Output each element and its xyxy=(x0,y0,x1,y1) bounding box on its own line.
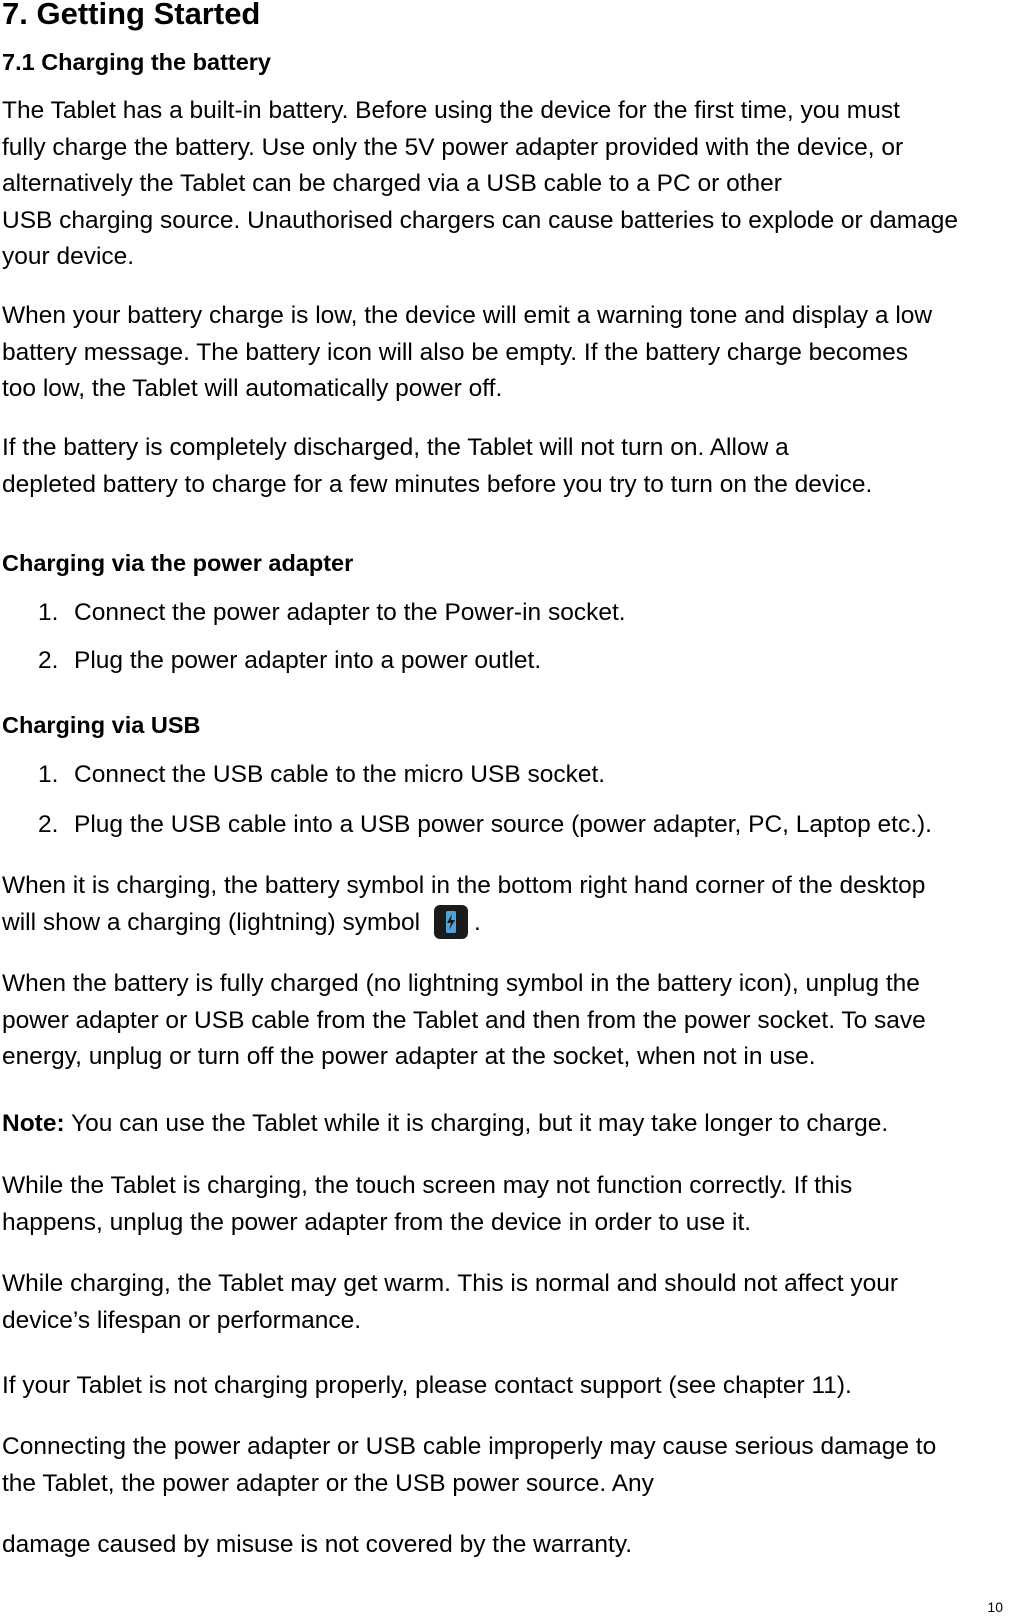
text-line: energy, unplug or turn off the power adapter at the socket, when not in use. xyxy=(2,1043,816,1070)
text-segment: . xyxy=(474,908,481,936)
text-line: If your Tablet is not charging properly, please contact support (see chapter 11). xyxy=(2,1372,852,1399)
list-text: Connect the power adapter to the Power-in socket. xyxy=(74,599,626,626)
list-item xyxy=(38,646,541,676)
full-charge-paragraph xyxy=(2,966,926,1076)
text-line: If the battery is completely discharged, the Tablet will not turn on. Allow a xyxy=(2,434,789,461)
list-text: Plug the power adapter into a power outlet. xyxy=(74,647,542,674)
text-line: fully charge the battery. Use only the 5V power adapter provided with the device, or xyxy=(2,133,904,161)
page-number: 10 xyxy=(987,1599,1003,1615)
text-line: The Tablet has a built-in battery. Before using the device for the first time, you must xyxy=(2,97,900,124)
list-number: 1. xyxy=(38,761,59,788)
text-line: alternatively the Tablet can be charged via a USB cable to a PC or other xyxy=(2,170,782,197)
low-battery-paragraph xyxy=(2,298,932,408)
text-line: device’s lifespan or performance. xyxy=(2,1306,362,1334)
text-line: battery message. The battery icon will also be empty. If the battery charge becomes xyxy=(2,338,909,366)
section-heading: 7.1 Charging the battery xyxy=(2,49,271,75)
text-line: too low, the Tablet will automatically power off. xyxy=(2,375,503,402)
text-line: power adapter or USB cable from the Tablet and then from the power socket. To save xyxy=(2,1006,926,1034)
text-line: your device. xyxy=(2,243,135,270)
text-line: depleted battery to charge for a few minutes before you try to turn on the device. xyxy=(2,470,873,498)
warranty-paragraph xyxy=(2,1527,632,1564)
improper-paragraph xyxy=(2,1429,936,1502)
charging-symbol-paragraph xyxy=(2,868,925,941)
discharged-paragraph xyxy=(2,430,872,503)
list-item xyxy=(38,598,626,628)
battery-charging-icon xyxy=(434,905,468,939)
text-line: When your battery charge is low, the device will emit a warning tone and display a low xyxy=(2,302,933,329)
intro-paragraph xyxy=(2,93,958,276)
text-line xyxy=(2,1106,888,1143)
note-text: You can use the Tablet while it is charging, but it may take longer to charge. xyxy=(64,1110,889,1137)
note-paragraph xyxy=(2,1106,888,1143)
support-paragraph xyxy=(2,1368,852,1405)
text-segment: will show a charging (lightning) symbol xyxy=(2,908,421,936)
list-item xyxy=(38,810,932,840)
list-item xyxy=(38,760,605,790)
list-number: 1. xyxy=(38,599,59,626)
warm-paragraph xyxy=(2,1266,898,1339)
adapter-section-title: Charging via the power adapter xyxy=(2,550,354,576)
text-line: While charging, the Tablet may get warm. This is normal and should not affect your xyxy=(2,1270,899,1297)
text-line xyxy=(2,905,925,942)
list-text: Connect the USB cable to the micro USB socket. xyxy=(74,761,606,788)
text-line: When it is charging, the battery symbol in the bottom right hand corner of the desktop xyxy=(2,872,926,899)
text-line: happens, unplug the power adapter from the device in order to use it. xyxy=(2,1208,752,1236)
note-label: Note: xyxy=(2,1110,65,1137)
list-number: 2. xyxy=(38,647,59,674)
text-line: When the battery is fully charged (no lightning symbol in the battery icon), unplug the xyxy=(2,970,920,997)
text-line: damage caused by misuse is not covered by the warranty. xyxy=(2,1531,633,1558)
text-line: While the Tablet is charging, the touch screen may not function correctly. If this xyxy=(2,1172,853,1199)
text-line: USB charging source. Unauthorised chargers can cause batteries to explode or damage xyxy=(2,206,959,234)
text-line: Connecting the power adapter or USB cable improperly may cause serious damage to xyxy=(2,1433,937,1460)
list-number: 2. xyxy=(38,811,59,838)
list-text: Plug the USB cable into a USB power source (power adapter, PC, Laptop etc.). xyxy=(74,811,932,838)
usb-section-title: Charging via USB xyxy=(2,712,201,738)
touchscreen-paragraph xyxy=(2,1168,852,1241)
chapter-heading: 7. Getting Started xyxy=(2,0,261,31)
text-line: the Tablet, the power adapter or the USB power source. Any xyxy=(2,1469,654,1497)
